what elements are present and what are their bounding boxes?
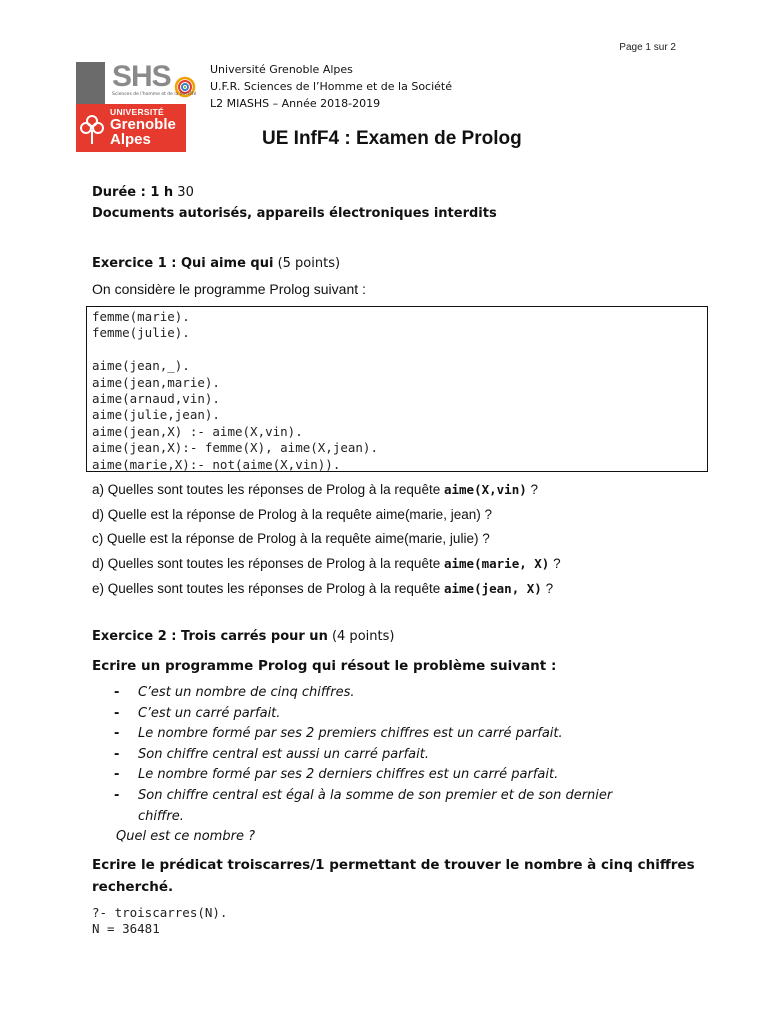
list-item: - Le nombre formé par ses 2 derniers chiffres est un carré parfait. bbox=[114, 767, 559, 783]
question-b: d) Quelle est la réponse de Prolog à la requête aime(marie, jean) ? bbox=[92, 507, 492, 522]
duration: Durée : 1 h 30 bbox=[92, 185, 194, 200]
logo-shs-text: SHS bbox=[112, 60, 171, 93]
list-item: - Son chiffre central est égal à la somme de son premier et de son dernier bbox=[114, 787, 613, 803]
institution-line-3: L2 MIASHS – Année 2018-2019 bbox=[210, 97, 381, 110]
prolog-program: femme(marie). femme(julie). aime(jean,_). aime(jean,marie). aime(arnaud,vin). aime(julie,jean). aime(jean,X) :- aime(X,vin). aime(jean,X):- femme(X), aime(X,jean). aime(marie,X):- not(aime(X,vin)). bbox=[92, 309, 378, 472]
page-number: Page 1 sur 2 bbox=[619, 42, 676, 53]
example-query: ?- troiscarres(N). N = 36481 bbox=[92, 905, 228, 937]
exercise-2-heading: Exercice 2 : Trois carrés pour un (4 points) bbox=[92, 629, 395, 644]
question-a: a) Quelles sont toutes les réponses de Prolog à la requête aime(X,vin) ? bbox=[92, 482, 539, 497]
logo-grenoble: Grenoble bbox=[110, 115, 176, 133]
list-item-continuation: chiffre. bbox=[138, 808, 184, 824]
exercise-2-question: Quel est ce nombre ? bbox=[116, 829, 255, 844]
prolog-code-box bbox=[86, 306, 708, 472]
exercise-2-intro: Ecrire un programme Prolog qui résout le problème suivant : bbox=[92, 658, 557, 674]
institution-block bbox=[210, 61, 452, 112]
logo-flower-icon bbox=[80, 112, 104, 146]
exercise-1-intro: On considère le programme Prolog suivant : bbox=[92, 281, 366, 297]
question-c: c) Quelle est la réponse de Prolog à la requête aime(marie, julie) ? bbox=[92, 531, 490, 546]
university-logo bbox=[76, 60, 197, 152]
exercise-1-heading: Exercice 1 : Qui aime qui (5 points) bbox=[92, 256, 341, 271]
exercise-2-task: Ecrire le prédicat troiscarres/1 permettant de trouver le nombre à cinq chiffres bbox=[92, 857, 695, 873]
documents-rule: Documents autorisés, appareils électroniques interdits bbox=[92, 206, 497, 221]
question-d: d) Quelles sont toutes les réponses de Prolog à la requête aime(marie, X) ? bbox=[92, 556, 561, 571]
list-item: - C’est un carré parfait. bbox=[114, 705, 281, 721]
logo-universite: UNIVERSITÉ bbox=[110, 107, 165, 117]
question-e: e) Quelles sont toutes les réponses de Prolog à la requête aime(jean, X) ? bbox=[92, 581, 554, 596]
logo-alpes: Alpes bbox=[110, 130, 151, 148]
institution-line-1: Université Grenoble Alpes bbox=[210, 63, 353, 76]
list-item: - Son chiffre central est aussi un carré parfait. bbox=[114, 746, 429, 762]
list-item: - C’est un nombre de cinq chiffres. bbox=[114, 685, 355, 700]
exercise-2-task-line-2: recherché. bbox=[92, 879, 174, 895]
institution-line-2: U.F.R. Sciences de l’Homme et de la Société bbox=[210, 80, 452, 93]
logo-shs-subtitle: Sciences de l'homme et de la Société bbox=[112, 92, 197, 97]
bullet-list bbox=[114, 683, 612, 827]
list-item: - Le nombre formé par ses 2 premiers chiffres est un carré parfait. bbox=[114, 726, 563, 742]
page-title: UE InfF4 : Examen de Prolog bbox=[262, 128, 522, 149]
